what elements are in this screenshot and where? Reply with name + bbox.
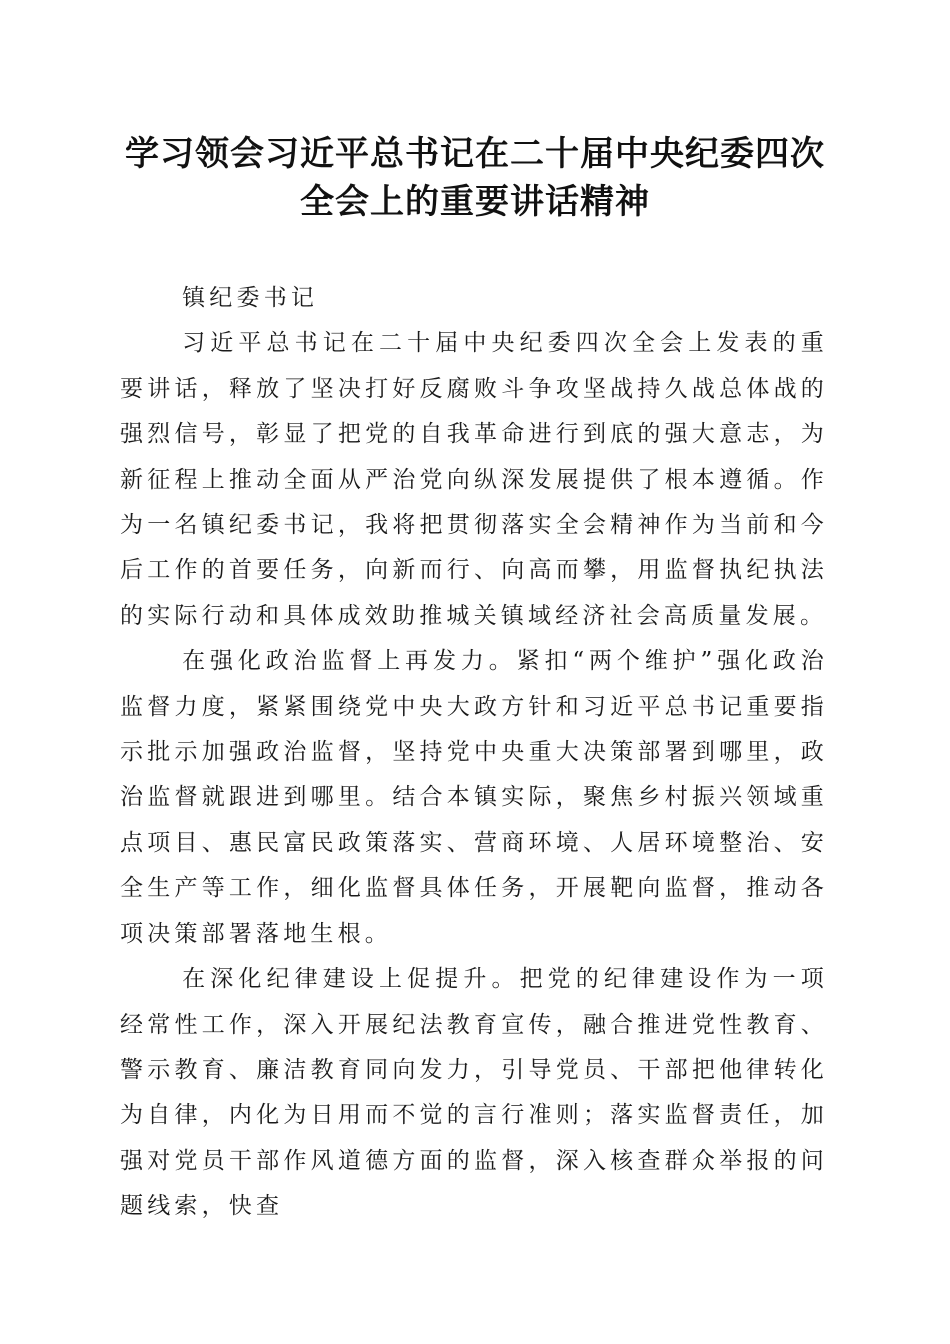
title-line-1: 学习领会习近平总书记在二十届中央纪委四次 [125, 134, 825, 174]
paragraph-political-supervision: 在强化政治监督上再发力。紧扣“两个维护”强化政治监督力度，紧紧围绕党中央大政方针和习近平总书记重要指示批示加强政治监督，坚持党中央重大决策部署到哪里，政治监督就跟进到哪里。结合本镇实际，聚焦乡村振兴领域重点项目、惠民富民政策落实、营商环境、人居环境整治、安全生产等工作，细化监督具体任务，开展靶向监督，推动各项决策部署落地生根。 [120, 648, 828, 947]
author-line: 镇纪委书记 [182, 285, 319, 311]
title-line-2: 全会上的重要讲话精神 [300, 182, 650, 222]
paragraph-intro: 习近平总书记在二十届中央纪委四次全会上发表的重要讲话，释放了坚决打好反腐败斗争攻坚战持久战总体战的强烈信号，彰显了把党的自我革命进行到底的强大意志，为新征程上推动全面从严治党向纵深发展提供了根本遵循。作为一名镇纪委书记，我将把贯彻落实全会精神作为当前和今后工作的首要任务，向新而行、向高而攀，用监督执纪执法的实际行动和具体成效助推城关镇域经济社会高质量发展。 [120, 330, 828, 629]
document-body [120, 276, 828, 1230]
paragraph-discipline-building: 在深化纪律建设上促提升。把党的纪律建设作为一项经常性工作，深入开展纪法教育宣传，融合推进党性教育、警示教育、廉洁教育同向发力，引导党员、干部把他律转化为自律，内化为日用而不觉的言行准则；落实监督责任，加强对党员干部作风道德方面的监督，深入核查群众举报的问题线索，快查 [120, 966, 828, 1220]
document-title [100, 130, 850, 226]
